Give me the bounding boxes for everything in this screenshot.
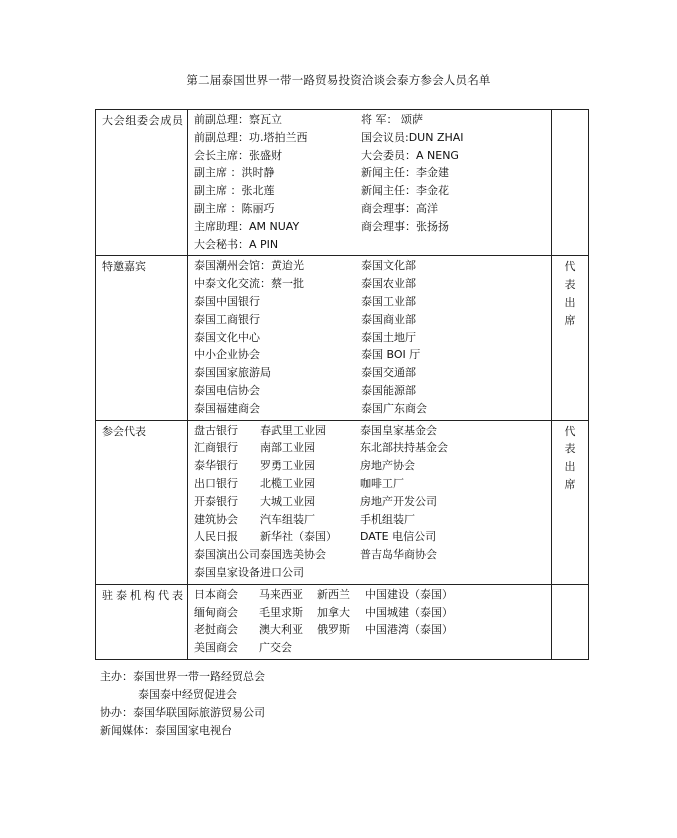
entry-text: 盘古银行 bbox=[194, 423, 238, 437]
host-label: 主办： bbox=[100, 670, 133, 683]
document-title: 第二届泰国世界一带一路贸易投资洽谈会泰方参会人员名单 bbox=[186, 73, 491, 87]
list-item bbox=[194, 546, 551, 564]
entry-text: 新华社（泰国） bbox=[260, 530, 337, 544]
entry-text: 泰国 BOI 厅 bbox=[361, 348, 421, 362]
note-char: 出 bbox=[564, 295, 576, 309]
list-item bbox=[194, 200, 551, 218]
entry-text: 泰国文化部 bbox=[361, 259, 416, 273]
entry-text: 普吉岛华商协会 bbox=[360, 548, 437, 562]
list-item bbox=[194, 329, 551, 347]
entry-text: 人民日报 bbox=[194, 530, 238, 544]
category-cell bbox=[96, 420, 188, 584]
list-item bbox=[194, 528, 551, 546]
list-item bbox=[194, 311, 551, 329]
entry-text: 泰国皇家基金会 bbox=[360, 423, 437, 437]
entry-text: 南部工业园 bbox=[260, 441, 315, 455]
list-item bbox=[194, 182, 551, 200]
entry-text: 副主席 ：洪时静 bbox=[194, 166, 275, 180]
organizer-footer bbox=[100, 668, 265, 740]
names-cell bbox=[188, 256, 552, 420]
host-org-2: 泰国泰中经贸促进会 bbox=[138, 688, 237, 701]
entry-text: 俄罗斯 bbox=[317, 623, 350, 637]
host-org-1: 泰国世界一带一路经贸总会 bbox=[133, 670, 265, 683]
entry-text: 泰国福建商会 bbox=[194, 401, 260, 415]
media-line bbox=[100, 722, 265, 740]
entry-text: 新闻主任：李金花 bbox=[361, 184, 449, 198]
entry-text: 咖啡工厂 bbox=[360, 476, 404, 490]
entry-text: 主席助理：AM NUAY bbox=[194, 219, 300, 233]
attendance-note-cell bbox=[552, 420, 589, 584]
note-char: 席 bbox=[564, 313, 576, 327]
entry-text: 汽车组装厂 bbox=[260, 512, 315, 526]
entry-text bbox=[317, 639, 365, 657]
entry-text: 汇商银行 bbox=[194, 441, 238, 455]
entry-text: 泰国工商银行 bbox=[194, 312, 260, 326]
entry-text: 中国建设（泰国） bbox=[365, 587, 453, 601]
list-item bbox=[194, 364, 551, 382]
entry-text: 泰国潮州会馆：黄迨光 bbox=[194, 259, 304, 273]
entry-text: 中泰文化交流：蔡一批 bbox=[194, 277, 304, 291]
attendance-note-cell bbox=[552, 584, 589, 659]
entry-text: 泰国电信协会 bbox=[194, 383, 260, 397]
entry-text: 泰华银行 bbox=[194, 459, 238, 473]
list-item bbox=[194, 400, 551, 418]
entry-text: 马来西亚 bbox=[259, 587, 303, 601]
list-item bbox=[194, 439, 551, 457]
entry-text: 加拿大 bbox=[317, 605, 350, 619]
list-item bbox=[194, 275, 551, 293]
entry-text: 中小企业协会 bbox=[194, 348, 260, 362]
entry-text: 开泰银行 bbox=[194, 494, 238, 508]
entry-text bbox=[260, 564, 360, 582]
entry-text: 国会议员:DUN ZHAI bbox=[361, 130, 464, 144]
entry-text: 泰国工业部 bbox=[361, 294, 416, 308]
co-host-label: 协办： bbox=[100, 706, 133, 719]
attendance-note-cell bbox=[552, 110, 589, 256]
category-label: 大会组委会成员 bbox=[102, 114, 183, 127]
list-item bbox=[194, 236, 551, 254]
entry-text: 泰国能源部 bbox=[361, 383, 416, 397]
co-host-org: 泰国华联国际旅游贸易公司 bbox=[133, 706, 265, 719]
host-line-2 bbox=[100, 686, 265, 704]
category-label: 驻泰机构代表 bbox=[102, 588, 183, 602]
section-row bbox=[96, 584, 589, 659]
entry-text: 房地产协会 bbox=[360, 459, 415, 473]
entry-text: 出口银行 bbox=[194, 476, 238, 490]
entry-text: 中国港湾（泰国） bbox=[365, 623, 453, 637]
note-char: 出 bbox=[564, 460, 576, 474]
entry-text: 大会委员：A NENG bbox=[361, 148, 459, 162]
list-item bbox=[194, 604, 551, 622]
list-item bbox=[194, 457, 551, 475]
attendance-note-cell bbox=[552, 256, 589, 420]
entry-text: 商会理事：张扬扬 bbox=[361, 219, 449, 233]
list-item bbox=[194, 511, 551, 529]
entry-text: DATE 电信公司 bbox=[360, 530, 437, 544]
note-char: 表 bbox=[564, 442, 576, 456]
entry-text: 泰国土地厅 bbox=[361, 330, 416, 344]
entry-text: 商会理事：高洋 bbox=[361, 201, 438, 215]
names-cell bbox=[188, 110, 552, 256]
section-row bbox=[96, 110, 589, 256]
media-org: 泰国国家电视台 bbox=[155, 724, 232, 737]
category-label: 参会代表 bbox=[102, 424, 146, 438]
category-cell bbox=[96, 256, 188, 420]
entry-text: 广交会 bbox=[259, 641, 292, 655]
entry-text: 会长主席：张盛财 bbox=[194, 148, 282, 162]
entry-text: 泰国选美协会 bbox=[260, 548, 326, 562]
entry-text: 大会秘书：A PIN bbox=[194, 237, 279, 251]
entry-text: 前副总理：察瓦立 bbox=[194, 113, 282, 126]
list-item bbox=[194, 621, 551, 639]
entry-text: 泰国商业部 bbox=[361, 312, 416, 326]
entry-text: 大城工业园 bbox=[260, 494, 315, 508]
list-item bbox=[194, 218, 551, 236]
list-item bbox=[194, 293, 551, 311]
entry-text: 前副总理：功.塔拍兰西 bbox=[194, 130, 308, 144]
names-cell bbox=[188, 584, 552, 659]
entry-text: 泰国皇家设备进口公司 bbox=[194, 565, 304, 579]
category-label: 特邀嘉宾 bbox=[102, 260, 146, 274]
list-item bbox=[194, 639, 551, 657]
entry-text: 副主席 ：陈丽巧 bbox=[194, 201, 275, 215]
entry-text: 新闻主任：李金建 bbox=[361, 166, 449, 180]
entry-text: 泰国交通部 bbox=[361, 366, 416, 380]
entry-text: 缅甸商会 bbox=[194, 605, 238, 619]
entry-text: 泰国广东商会 bbox=[361, 401, 427, 415]
entry-text: 新西兰 bbox=[317, 587, 350, 601]
co-host-line bbox=[100, 704, 265, 722]
entry-text: 泰国国家旅游局 bbox=[194, 366, 271, 380]
list-item bbox=[194, 422, 551, 440]
entry-text: 手机组装厂 bbox=[360, 512, 415, 526]
entry-text: 建筑协会 bbox=[194, 512, 238, 526]
list-item bbox=[194, 257, 551, 275]
attendance-note bbox=[552, 110, 588, 112]
note-char: 代 bbox=[564, 260, 576, 274]
entry-text: 房地产开发公司 bbox=[360, 494, 437, 508]
attendance-note bbox=[552, 421, 588, 494]
media-label: 新闻媒体： bbox=[100, 724, 155, 737]
section-row bbox=[96, 256, 589, 420]
section-row bbox=[96, 420, 589, 584]
list-item bbox=[194, 111, 551, 129]
list-item bbox=[194, 346, 551, 364]
list-item bbox=[194, 586, 551, 604]
entry-text: 老挝商会 bbox=[194, 623, 238, 637]
entry-text: 罗勇工业园 bbox=[260, 459, 315, 473]
attendance-note bbox=[552, 585, 588, 587]
entry-text: 澳大利亚 bbox=[259, 623, 303, 637]
list-item bbox=[194, 147, 551, 165]
list-item bbox=[194, 493, 551, 511]
entry-text: 日本商会 bbox=[194, 587, 238, 601]
entry-text: 美国商会 bbox=[194, 641, 238, 655]
category-cell bbox=[96, 584, 188, 659]
list-item bbox=[194, 382, 551, 400]
entry-text: 春武里工业园 bbox=[260, 423, 326, 437]
entry-text: 副主席 ：张北莲 bbox=[194, 184, 275, 198]
entry-text: 东北部扶持基金会 bbox=[360, 441, 448, 455]
note-char: 席 bbox=[564, 477, 576, 491]
attendee-table bbox=[95, 109, 589, 660]
entry-text: 将 军： 颂萨 bbox=[361, 113, 423, 126]
attendance-note bbox=[552, 256, 588, 329]
entry-text: 毛里求斯 bbox=[259, 605, 303, 619]
entry-text: 泰国演出公司 bbox=[194, 548, 260, 562]
list-item bbox=[194, 164, 551, 182]
category-cell bbox=[96, 110, 188, 256]
host-line bbox=[100, 668, 265, 686]
entry-text: 泰国中国银行 bbox=[194, 294, 260, 308]
entry-text: 泰国文化中心 bbox=[194, 330, 260, 344]
names-cell bbox=[188, 420, 552, 584]
list-item bbox=[194, 475, 551, 493]
entry-text: 中国城建（泰国） bbox=[365, 605, 453, 619]
note-char: 表 bbox=[564, 278, 576, 292]
entry-text: 泰国农业部 bbox=[361, 277, 416, 291]
list-item bbox=[194, 129, 551, 147]
note-char: 代 bbox=[564, 424, 576, 438]
entry-text: 北榄工业园 bbox=[260, 476, 315, 490]
list-item bbox=[194, 564, 551, 582]
